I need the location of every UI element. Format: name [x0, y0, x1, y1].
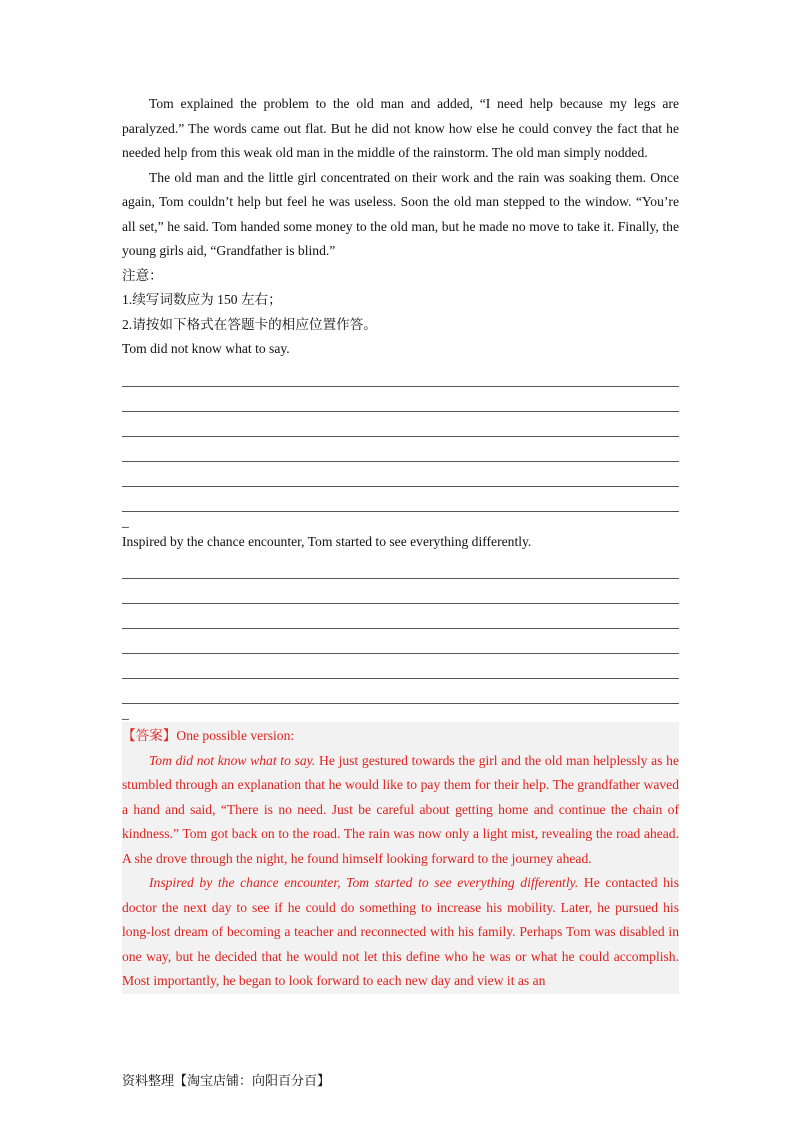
writing-line: [122, 654, 679, 679]
dash-mark-2: _: [122, 706, 129, 721]
writing-line: [122, 554, 679, 579]
writing-line: [122, 679, 679, 704]
answer-lead-1: Tom did not know what to say.: [149, 752, 316, 768]
answer-body-1: He just gestured towards the girl and the old man helplessly as he stumbled through an explanation that he would like to pay them for their help. The grandfather waved a hand and said, “There is no need. Just be careful about getting home and continue the chain of kindness.” Tom got back on to the road. The rain was now only a light mist, revealing the road ahead. A she drove through the night, he found himself looking forward to the journey ahead.: [122, 752, 679, 866]
answer-body-2: He contacted his doctor the next day to see if he could do something to increase his mobility. Later, he pursued his long-lost dream of becoming a teacher and reconnected with his family. Perhaps Tom was disabled in one way, but he decided that he would not let this define who he was or what he could accomplish. Most importantly, he began to look forward to each new day and view it as an: [122, 875, 679, 988]
answer-block: [122, 722, 679, 994]
writing-line: [122, 487, 679, 512]
answer-paragraph-1: [122, 749, 679, 872]
story-paragraph-2: The old man and the little girl concentrated on their work and the rain was soaking them. Once again, Tom couldn’t help but feel he was useless. Soon the old man stepped to the window. “You’re all set,” he said. Tom handed some money to the old man, but he made no move to take it. Finally, the young girls aid, “Grandfather is blind.”: [122, 169, 679, 258]
writing-line: [122, 462, 679, 487]
writing-lines-2: [122, 554, 679, 704]
writing-lines-1: [122, 362, 679, 512]
writing-line: [122, 579, 679, 604]
notes-label: 注意：: [122, 267, 163, 283]
prompt-1: Tom did not know what to say.: [122, 341, 290, 356]
writing-line: [122, 629, 679, 654]
prompt-2: Inspired by the chance encounter, Tom started to see everything differently.: [122, 533, 532, 549]
writing-line: [122, 604, 679, 629]
answer-lead-2: Inspired by the chance encounter, Tom started to see everything differently.: [149, 875, 579, 890]
page-footer: 资料整理【淘宝店铺：向阳百分百】: [122, 1073, 331, 1088]
writing-line: [122, 437, 679, 462]
story-paragraph-1: Tom explained the problem to the old man and added, “I need help because my legs are paralyzed.” The words came out flat. But he did not know how else he could convey the fact that he needed help from this weak old man in the middle of the rainstorm. The old man simply nodded.: [122, 96, 679, 160]
writing-line: [122, 387, 679, 412]
writing-line: [122, 362, 679, 387]
document-page: [122, 92, 679, 994]
writing-line: [122, 412, 679, 437]
notes-item-2: 2.请按如下格式在答题卡的相应位置作答。: [122, 316, 377, 332]
notes-item-1: 1.续写词数应为 150 左右；: [122, 292, 282, 307]
answer-heading: 【答案】One possible version:: [122, 728, 295, 743]
answer-paragraph-2: [122, 871, 679, 994]
dash-mark-1: _: [122, 513, 129, 529]
